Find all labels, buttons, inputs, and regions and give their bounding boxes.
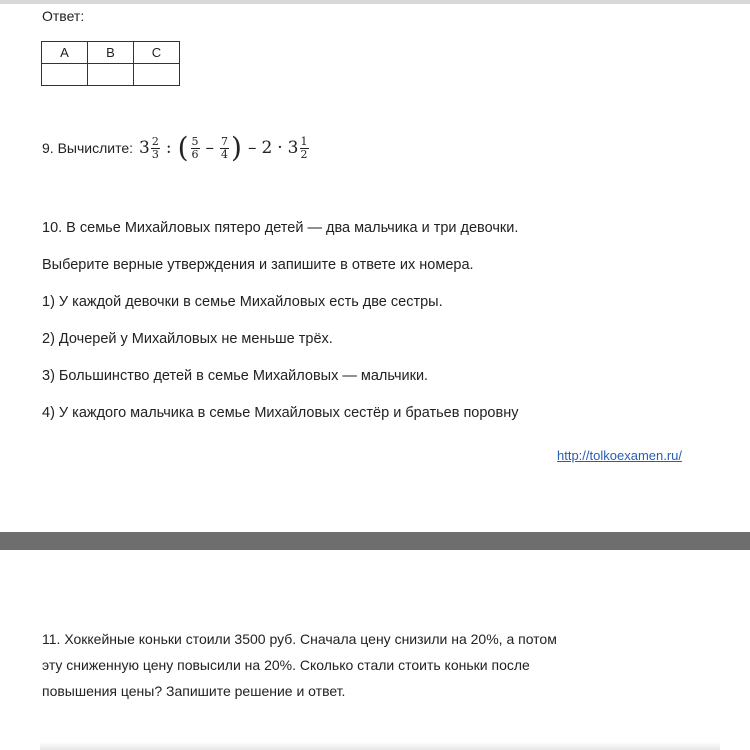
fraction-1-denominator: 6 [191, 147, 199, 161]
task-11 [42, 626, 722, 704]
paren-close: ) [231, 131, 242, 164]
source-link[interactable]: http://tolkoexamen.ru/ [557, 448, 683, 463]
task-10-intro: 10. В семье Михайловых пятеро детей — два мальчика и три девочки. [42, 220, 519, 236]
task-9-expression [139, 131, 310, 164]
minus-sign-1: – [205, 138, 214, 158]
task-9-label: 9. Вычислите: [42, 140, 133, 156]
answer-table-input-row [42, 64, 180, 86]
multiply-dot: · [277, 138, 283, 158]
answer-table [41, 41, 180, 86]
mixed2-fraction [300, 136, 309, 161]
answer-header-b: B [88, 42, 134, 64]
mixed2-denominator: 2 [300, 147, 308, 161]
fraction-1-numerator: 5 [191, 134, 199, 148]
cut-off-text-line [40, 742, 720, 750]
document-page-lower [0, 550, 750, 750]
answer-table-header-row [42, 42, 180, 64]
answer-cell-b[interactable] [88, 64, 134, 86]
task-10 [42, 218, 722, 440]
task-10-option-4: 4) У каждого мальчика в семье Михайловых сестёр и братьев поровну [42, 405, 519, 421]
fraction-2-numerator: 7 [221, 134, 228, 148]
fraction-2-denominator: 4 [221, 147, 228, 161]
paren-open: ( [177, 131, 189, 164]
fraction-2 [220, 136, 229, 161]
task-9 [42, 131, 310, 164]
mixed2-numerator: 1 [300, 134, 308, 148]
answer-cell-a[interactable] [42, 64, 88, 86]
task-10-option-2: 2) Дочерей у Михайловых не меньше трёх. [42, 331, 333, 347]
factor: 2 [261, 138, 273, 158]
answer-cell-c[interactable] [134, 64, 180, 86]
mixed1-whole: 3 [139, 138, 150, 158]
task-11-line-2: эту сниженную цену повысили на 20%. Сколько стали стоить коньки после [42, 657, 530, 673]
mixed1-fraction [151, 136, 160, 161]
task-11-line-1: 11. Хоккейные коньки стоили 3500 руб. Сначала цену снизили на 20%, а потом [42, 631, 557, 647]
mixed1-denominator: 3 [151, 147, 159, 161]
answer-header-c: C [134, 42, 180, 64]
page-separator [0, 532, 750, 550]
answer-header-a: A [42, 42, 88, 64]
task-10-option-1: 1) У каждой девочки в семье Михайловых есть две сестры. [42, 294, 443, 310]
task-10-instruction: Выберите верные утверждения и запишите в ответе их номера. [42, 257, 474, 273]
division-sign: : [165, 138, 172, 158]
task-11-line-3: повышения цены? Запишите решение и ответ. [42, 683, 346, 699]
mixed2-whole: 3 [287, 138, 299, 158]
task-10-option-3: 3) Большинство детей в семье Михайловых — мальчики. [42, 368, 429, 384]
minus-sign-2: – [247, 138, 257, 158]
fraction-1 [191, 136, 200, 161]
mixed1-numerator: 2 [151, 134, 159, 148]
answer-label: Ответ: [42, 8, 85, 24]
